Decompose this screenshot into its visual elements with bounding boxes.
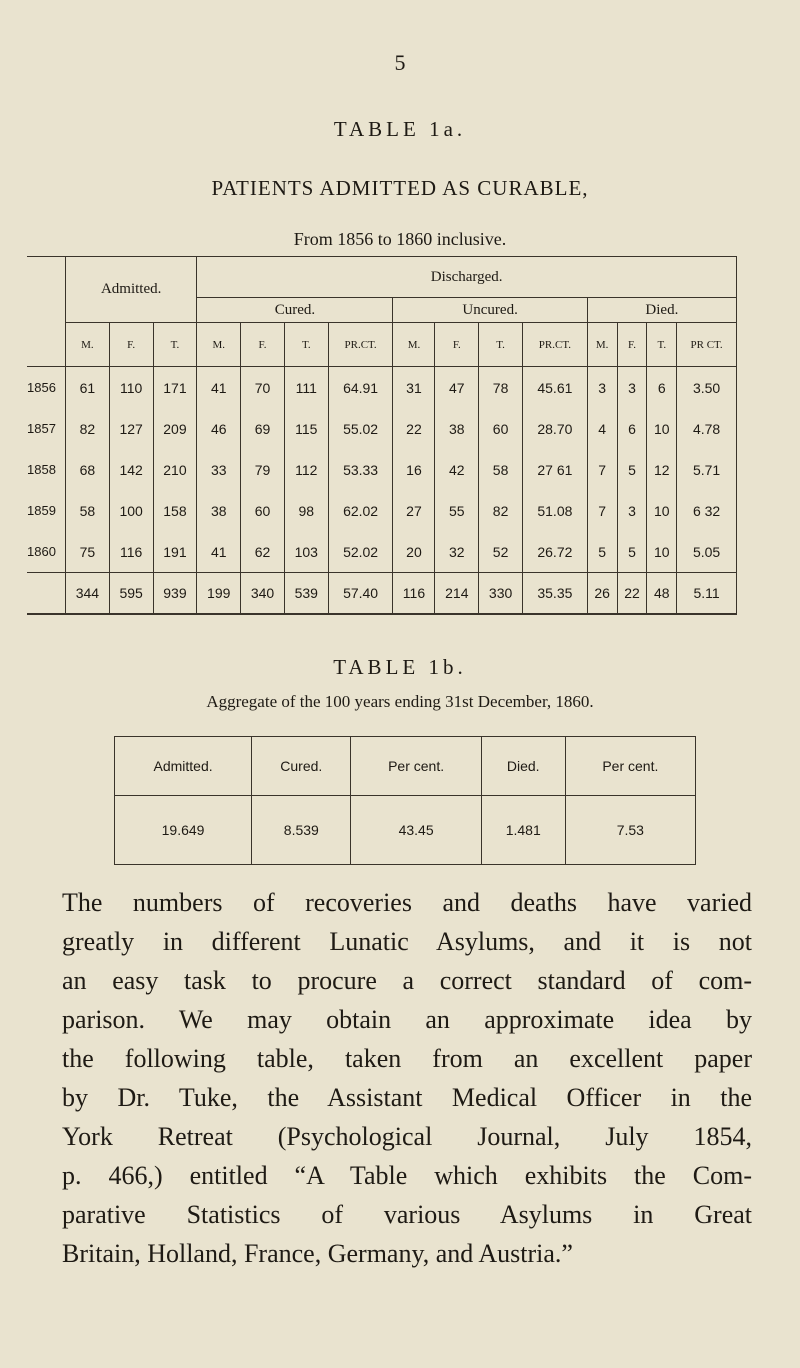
agg-header: Died. (481, 737, 565, 796)
column-header: M. (587, 323, 617, 367)
total-cell: 340 (241, 573, 285, 615)
row-year: 1856 (27, 367, 66, 409)
row-year: 1858 (27, 449, 66, 490)
table-cell: 53.33 (328, 449, 393, 490)
uncured-header: Uncured. (393, 298, 587, 323)
table-cell: 60 (479, 408, 523, 449)
table-cell: 111 (284, 367, 328, 409)
table-cell: 209 (153, 408, 197, 449)
table-cell: 6 (617, 408, 647, 449)
table-b-header-row (115, 737, 696, 796)
column-header: T. (479, 323, 523, 367)
total-cell: 344 (66, 573, 110, 615)
table-cell: 4 (587, 408, 617, 449)
table-cell: 100 (109, 490, 153, 531)
table-cell: 41 (197, 367, 241, 409)
agg-header: Cured. (252, 737, 351, 796)
total-cell: 48 (647, 573, 677, 615)
table-row (27, 490, 737, 531)
table-cell: 78 (479, 367, 523, 409)
cured-header: Cured. (197, 298, 393, 323)
discharged-header: Discharged. (197, 257, 737, 298)
paragraph-line: parative Statistics of various Asylums in Great (62, 1200, 752, 1229)
year-header-cell (27, 257, 66, 367)
column-header: F. (435, 323, 479, 367)
table-cell: 10 (647, 531, 677, 573)
table-cell: 31 (393, 367, 435, 409)
table-cell: 68 (66, 449, 110, 490)
table-b (114, 736, 696, 865)
table-cell: 4.78 (677, 408, 737, 449)
table-cell: 26.72 (522, 531, 587, 573)
table-cell: 46 (197, 408, 241, 449)
row-year: 1857 (27, 408, 66, 449)
agg-header: Admitted. (115, 737, 252, 796)
table-cell: 82 (66, 408, 110, 449)
table-cell: 28.70 (522, 408, 587, 449)
column-header: T. (153, 323, 197, 367)
column-header: F. (617, 323, 647, 367)
table-cell: 58 (66, 490, 110, 531)
table-cell: 5.05 (677, 531, 737, 573)
total-cell: 595 (109, 573, 153, 615)
table-cell: 75 (66, 531, 110, 573)
table-cell: 12 (647, 449, 677, 490)
total-cell: 22 (617, 573, 647, 615)
column-header: PR.CT. (522, 323, 587, 367)
paragraph-line: The numbers of recoveries and deaths have varied (62, 888, 752, 917)
table-b-value-row (115, 796, 696, 865)
table-cell: 52 (479, 531, 523, 573)
column-header: F. (109, 323, 153, 367)
table-cell: 51.08 (522, 490, 587, 531)
table-cell: 52.02 (328, 531, 393, 573)
paragraph-line: York Retreat (Psychological Journal, July 1854, (62, 1122, 752, 1151)
table-cell: 42 (435, 449, 479, 490)
table-cell: 64.91 (328, 367, 393, 409)
table-cell: 7 (587, 449, 617, 490)
table-a-range: From 1856 to 1860 inclusive. (293, 229, 507, 249)
table-cell: 41 (197, 531, 241, 573)
agg-value: 19.649 (115, 796, 252, 865)
table-cell: 55 (435, 490, 479, 531)
table-cell: 116 (109, 531, 153, 573)
paragraph-line: by Dr. Tuke, the Assistant Medical Officer in the (62, 1083, 752, 1112)
table-cell: 10 (647, 408, 677, 449)
page-number: 5 (394, 50, 406, 75)
table-cell: 45.61 (522, 367, 587, 409)
table-cell: 5 (587, 531, 617, 573)
row-year: 1860 (27, 531, 66, 573)
table-cell: 60 (241, 490, 285, 531)
table-cell: 3 (587, 367, 617, 409)
table-cell: 62 (241, 531, 285, 573)
table-row (27, 449, 737, 490)
table-cell: 103 (284, 531, 328, 573)
body-paragraph (62, 883, 752, 1273)
table-cell: 191 (153, 531, 197, 573)
column-header: M. (66, 323, 110, 367)
table-cell: 5 (617, 531, 647, 573)
table-cell: 5 (617, 449, 647, 490)
sub-header-row (27, 323, 737, 367)
table-cell: 58 (479, 449, 523, 490)
total-cell: 57.40 (328, 573, 393, 615)
column-header: M. (393, 323, 435, 367)
table-cell: 27 (393, 490, 435, 531)
column-header: PR.CT. (328, 323, 393, 367)
table-row (27, 408, 737, 449)
table-cell: 158 (153, 490, 197, 531)
table-cell: 22 (393, 408, 435, 449)
table-cell: 110 (109, 367, 153, 409)
agg-value: 1.481 (481, 796, 565, 865)
table-a (27, 256, 737, 615)
died-header: Died. (587, 298, 736, 323)
table-cell: 98 (284, 490, 328, 531)
totals-label-cell (27, 573, 66, 615)
table-cell: 27 61 (522, 449, 587, 490)
table-b-title: TABLE 1b. (333, 655, 467, 679)
total-cell: 199 (197, 573, 241, 615)
table-cell: 69 (241, 408, 285, 449)
table-cell: 33 (197, 449, 241, 490)
table-cell: 7 (587, 490, 617, 531)
table-cell: 55.02 (328, 408, 393, 449)
agg-value: 43.45 (351, 796, 481, 865)
column-header: F. (241, 323, 285, 367)
agg-header: Per cent. (565, 737, 695, 796)
table-a-subtitle: PATIENTS ADMITTED AS CURABLE, (211, 176, 589, 200)
table-cell: 3.50 (677, 367, 737, 409)
table-cell: 79 (241, 449, 285, 490)
total-cell: 539 (284, 573, 328, 615)
paragraph-line: parison. We may obtain an approximate idea by (62, 1005, 752, 1034)
paragraph-line: greatly in different Lunatic Asylums, and it is not (62, 927, 752, 956)
table-cell: 142 (109, 449, 153, 490)
table-cell: 115 (284, 408, 328, 449)
agg-value: 7.53 (565, 796, 695, 865)
total-cell: 35.35 (522, 573, 587, 615)
table-cell: 38 (435, 408, 479, 449)
table-cell: 20 (393, 531, 435, 573)
table-a-title: TABLE 1a. (333, 117, 467, 141)
table-row (27, 367, 737, 409)
total-cell: 116 (393, 573, 435, 615)
table-row (27, 531, 737, 573)
total-cell: 214 (435, 573, 479, 615)
table-cell: 62.02 (328, 490, 393, 531)
total-cell: 26 (587, 573, 617, 615)
totals-row (27, 573, 737, 615)
table-cell: 47 (435, 367, 479, 409)
column-header: T. (284, 323, 328, 367)
admitted-header: Admitted. (66, 257, 197, 323)
table-cell: 70 (241, 367, 285, 409)
table-cell: 127 (109, 408, 153, 449)
table-cell: 38 (197, 490, 241, 531)
column-header: M. (197, 323, 241, 367)
table-cell: 61 (66, 367, 110, 409)
column-header: PR CT. (677, 323, 737, 367)
table-cell: 5.71 (677, 449, 737, 490)
table-a-body (27, 367, 737, 615)
total-cell: 939 (153, 573, 197, 615)
paragraph-line: the following table, taken from an excellent paper (62, 1044, 752, 1073)
table-b-subtitle: Aggregate of the 100 years ending 31st December, 1860. (206, 692, 594, 711)
column-header: T. (647, 323, 677, 367)
table-cell: 171 (153, 367, 197, 409)
table-cell: 6 (647, 367, 677, 409)
table-cell: 16 (393, 449, 435, 490)
total-cell: 5.11 (677, 573, 737, 615)
row-year: 1859 (27, 490, 66, 531)
paragraph-line: an easy task to procure a correct standard of com- (62, 966, 752, 995)
table-cell: 10 (647, 490, 677, 531)
agg-value: 8.539 (252, 796, 351, 865)
table-cell: 112 (284, 449, 328, 490)
table-cell: 32 (435, 531, 479, 573)
table-cell: 3 (617, 367, 647, 409)
table-cell: 6 32 (677, 490, 737, 531)
paragraph-line: Britain, Holland, France, Germany, and Austria.” (62, 1239, 573, 1268)
table-cell: 82 (479, 490, 523, 531)
table-cell: 210 (153, 449, 197, 490)
paragraph-line: p. 466,) entitled “A Table which exhibits the Com- (62, 1161, 752, 1190)
total-cell: 330 (479, 573, 523, 615)
agg-header: Per cent. (351, 737, 481, 796)
table-cell: 3 (617, 490, 647, 531)
